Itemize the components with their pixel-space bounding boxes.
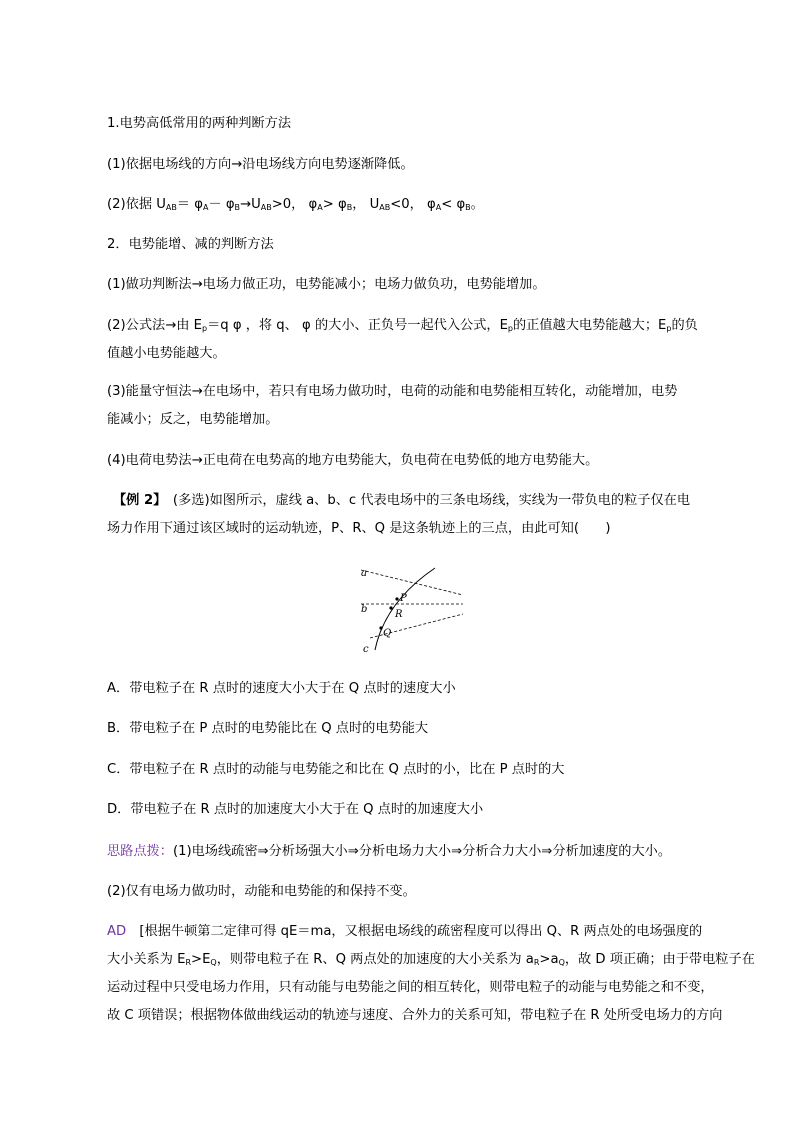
paragraph-formula-method-cont: 值越小电势能越大。 xyxy=(107,346,226,361)
example-label: 【例 2】 xyxy=(113,493,160,508)
point-R xyxy=(389,606,392,609)
hint-line-2: (2)仅有电场力做功时，动能和电势能的和保持不变。 xyxy=(107,884,416,899)
paragraph-work-method: (1)做功判断法→电场力做正功，电势能减小；电场力做负功，电势能增加。 xyxy=(107,277,546,292)
point-P xyxy=(395,597,398,600)
electric-field-figure xyxy=(355,562,465,657)
example-stem-cont: 场力作用下通过该区域时的运动轨迹，P、R、Q 是这条轨迹上的三点，由此可知( ) xyxy=(107,521,611,536)
label-P: P xyxy=(400,593,407,604)
label-R: R xyxy=(395,609,403,620)
answer-line-4: 故 C 项错误；根据物体做曲线运动的轨迹与速度、合外力的关系可知，带电粒子在 R 处所受电场力的方向 xyxy=(107,1008,723,1023)
option-d: D．带电粒子在 R 点时的加速度大小大于在 Q 点时的加速度大小 xyxy=(107,802,484,817)
paragraph-formula-method: (2)公式法→由 $E_p=q$ φ ，将 q、 φ 的大小、正负号一起代入公式，$E_p$的正值越大电势能越大；$E_p$的负 xyxy=(107,318,698,333)
label-c: c xyxy=(363,644,369,655)
answer-line-3: 运动过程中只受电场力作用，只有动能与电势能之间的相互转化，则带电粒子的动能与电势能之和不变， xyxy=(107,980,714,995)
label-a: a xyxy=(361,568,367,579)
paragraph-method-1: (1)依据电场线的方向→沿电场线方向电势逐渐降低。 xyxy=(107,157,414,172)
answer-line-2: 大小关系为 $E_R>E_Q$，则带电粒子在 R、Q 两点处的加速度的大小关系为 $a_R>a_Q$，故 D 项正确；由于带电粒子在 xyxy=(107,952,755,967)
label-b: b xyxy=(361,604,368,615)
field-line-a xyxy=(361,570,463,595)
label-Q: Q xyxy=(383,628,392,639)
answer-line-1: AD [根据牛顿第二定律可得 qE＝ma，又根据电场线的疏密程度可以得出 Q、R 两点处的电场强度的 xyxy=(107,924,703,939)
section-heading-1: 1.电势高低常用的两种判断方法 xyxy=(107,116,292,131)
option-c: C．带电粒子在 R 点时的动能与电势能之和比在 Q 点时的小，比在 P 点时的大 xyxy=(107,762,565,777)
paragraph-charge-method: (4)电荷电势法→正电荷在电势高的地方电势能大，负电荷在电势低的地方电势能大。 xyxy=(107,453,599,468)
option-b: B．带电粒子在 P 点时的电势能比在 Q 点时的电势能大 xyxy=(107,721,429,736)
option-a: A．带电粒子在 R 点时的速度大小大于在 Q 点时的速度大小 xyxy=(107,681,456,696)
paragraph-energy-method: (3)能量守恒法→在电场中，若只有电场力做功时，电荷的动能和电势能相互转化，动能增加，电势 xyxy=(107,384,678,399)
example-stem: 【例 2】 (多选)如图所示，虚线 a、b、c 代表电场中的三条电场线，实线为一带负电的粒子仅在电 xyxy=(113,493,691,508)
paragraph-energy-method-cont: 能减小；反之，电势能增加。 xyxy=(107,412,279,427)
paragraph-method-2: (2)依据 $U_{AB}= \varphi_A- \varphi_B\to U_{AB}>0$， $\varphi_A> \varphi_B$， $U_{AB}<0$， $\varphi_A< \varphi_B$。 xyxy=(107,197,484,212)
hint-line-1: 思路点拨：(1)电场线疏密⇒分析场强大小⇒分析电场力大小⇒分析合力大小⇒分析加速度的大小。 xyxy=(107,844,672,859)
answer-label: AD xyxy=(107,924,127,939)
section-heading-2: 2．电势能增、减的判断方法 xyxy=(107,237,274,252)
hint-label: 思路点拨： xyxy=(107,844,173,859)
